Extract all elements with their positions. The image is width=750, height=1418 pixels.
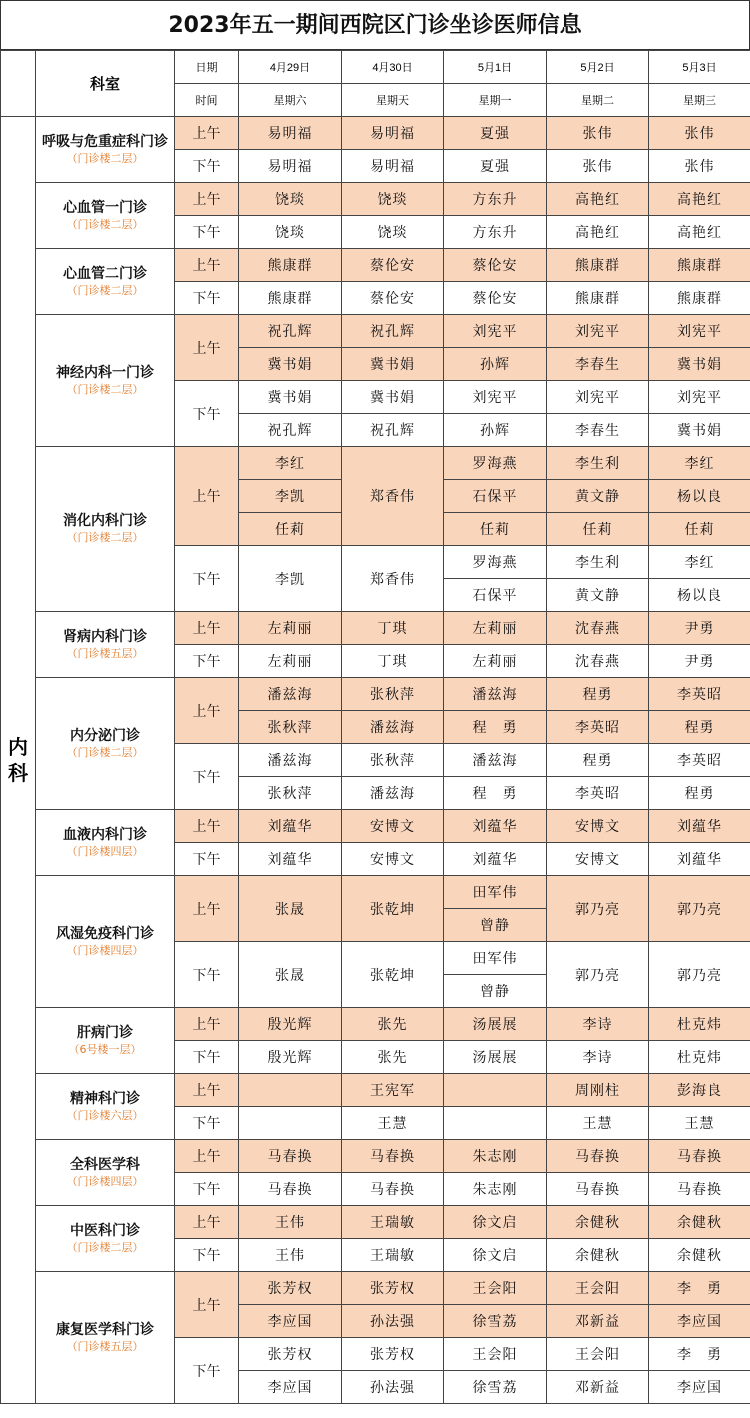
pm-period-label: 下午	[175, 843, 239, 876]
pm-period-label: 下午	[175, 1041, 239, 1074]
am-period-label: 上午	[175, 183, 239, 216]
doctor-cell: 曾静	[444, 909, 547, 942]
doctor-cell: 程勇	[649, 711, 750, 744]
doctor-cell: 李生利	[547, 546, 649, 579]
date-cell: 4月30日	[342, 51, 444, 84]
pm-period-label: 下午	[175, 150, 239, 183]
doctor-cell: 刘蕴华	[239, 843, 342, 876]
am-period-label: 上午	[175, 612, 239, 645]
doctor-cell: 郑香伟	[342, 447, 444, 546]
doctor-cell: 蔡伦安	[444, 249, 547, 282]
doctor-cell: 易明福	[342, 117, 444, 150]
doctor-cell: 朱志刚	[444, 1173, 547, 1206]
doctor-cell: 祝孔辉	[239, 315, 342, 348]
doctor-cell: 马春换	[239, 1173, 342, 1206]
doctor-cell: 蔡伦安	[342, 282, 444, 315]
pm-period-label: 下午	[175, 942, 239, 1008]
doctor-cell: 李红	[649, 447, 750, 480]
doctor-cell: 王慧	[649, 1107, 750, 1140]
doctor-cell: 张伟	[649, 150, 750, 183]
pm-period-label: 下午	[175, 1239, 239, 1272]
doctor-cell: 安博文	[547, 810, 649, 843]
doctor-cell: 余健秋	[649, 1239, 750, 1272]
am-period-label: 上午	[175, 1008, 239, 1041]
doctor-cell: 冀书娟	[649, 414, 750, 447]
doctor-cell: 程 勇	[444, 711, 547, 744]
doctor-cell: 张晟	[239, 942, 342, 1008]
am-period-label: 上午	[175, 1140, 239, 1173]
doctor-cell: 李春生	[547, 348, 649, 381]
dept-location: （门诊楼二层）	[66, 283, 144, 297]
dept-location: （门诊楼二层）	[66, 531, 144, 544]
doctor-cell: 蔡伦安	[444, 282, 547, 315]
doctor-cell: 李应国	[239, 1371, 342, 1404]
doctor-cell: 王伟	[239, 1239, 342, 1272]
dept-cell	[36, 183, 175, 249]
doctor-cell: 冀书娟	[649, 348, 750, 381]
doctor-cell: 张秋萍	[239, 777, 342, 810]
doctor-cell: 易明福	[239, 117, 342, 150]
doctor-cell: 程勇	[649, 777, 750, 810]
doctor-cell: 王会阳	[547, 1338, 649, 1371]
pm-period-label: 下午	[175, 546, 239, 612]
doctor-cell: 孙法强	[342, 1371, 444, 1404]
doctor-cell: 彭海良	[649, 1074, 750, 1107]
doctor-cell: 郑香伟	[342, 546, 444, 612]
doctor-cell: 方东升	[444, 216, 547, 249]
doctor-cell: 熊康群	[547, 249, 649, 282]
doctor-cell: 夏强	[444, 117, 547, 150]
doctor-cell: 潘兹海	[444, 744, 547, 777]
dept-location: （门诊楼五层）	[66, 1339, 144, 1353]
pm-period-label: 下午	[175, 381, 239, 447]
doctor-cell: 潘兹海	[239, 678, 342, 711]
am-period-label: 上午	[175, 1074, 239, 1107]
doctor-cell: 王伟	[239, 1206, 342, 1239]
doctor-cell: 程 勇	[444, 777, 547, 810]
doctor-cell: 余健秋	[547, 1239, 649, 1272]
doctor-cell: 饶琰	[342, 216, 444, 249]
doctor-cell: 任莉	[649, 513, 750, 546]
doctor-cell: 邓新益	[547, 1371, 649, 1404]
am-period-label: 上午	[175, 1206, 239, 1239]
doctor-cell	[239, 1107, 342, 1140]
doctor-cell: 李红	[649, 546, 750, 579]
doctor-cell: 刘蕴华	[239, 810, 342, 843]
dept-location: （门诊楼二层）	[66, 745, 144, 759]
page-title: 2023年五一期间西院区门诊坐诊医师信息	[0, 0, 750, 50]
doctor-cell: 高艳红	[547, 183, 649, 216]
doctor-cell: 熊康群	[649, 249, 750, 282]
dept-cell	[36, 315, 175, 447]
doctor-cell: 黄文静	[547, 579, 649, 612]
doctor-cell: 李应国	[649, 1371, 750, 1404]
doctor-cell: 汤展展	[444, 1008, 547, 1041]
weekday-cell: 星期二	[547, 84, 649, 117]
doctor-cell: 张伟	[547, 150, 649, 183]
doctor-cell: 祝孔辉	[239, 414, 342, 447]
doctor-cell: 徐文启	[444, 1206, 547, 1239]
weekday-cell: 星期六	[239, 84, 342, 117]
doctor-cell: 丁琪	[342, 612, 444, 645]
doctor-cell: 张芳权	[239, 1338, 342, 1371]
doctor-cell: 刘蕴华	[649, 843, 750, 876]
doctor-cell: 张伟	[649, 117, 750, 150]
doctor-cell: 易明福	[239, 150, 342, 183]
doctor-cell: 程勇	[547, 678, 649, 711]
dept-cell	[36, 876, 175, 1008]
dept-name: 全科医学科	[70, 1156, 140, 1173]
dept-name: 精神科门诊	[70, 1090, 140, 1107]
time-header: 时间	[175, 84, 239, 117]
schedule-table	[0, 50, 750, 1404]
dept-name: 风湿免疫科门诊	[56, 925, 154, 942]
dept-name: 心血管一门诊	[63, 199, 147, 216]
dept-cell	[36, 1140, 175, 1206]
doctor-cell: 冀书娟	[342, 381, 444, 414]
dept-name: 呼吸与危重症科门诊	[42, 133, 168, 150]
doctor-cell: 马春换	[342, 1173, 444, 1206]
doctor-cell: 方东升	[444, 183, 547, 216]
dept-location: （门诊楼六层）	[66, 1108, 144, 1122]
dept-cell	[36, 1206, 175, 1272]
dept-cell	[36, 447, 175, 612]
pm-period-label: 下午	[175, 645, 239, 678]
am-period-label: 上午	[175, 810, 239, 843]
doctor-cell: 曾静	[444, 975, 547, 1008]
date-header: 日期	[175, 51, 239, 84]
doctor-cell: 王瑞敏	[342, 1239, 444, 1272]
doctor-cell: 程勇	[547, 744, 649, 777]
doctor-cell: 马春换	[239, 1140, 342, 1173]
am-period-label: 上午	[175, 315, 239, 381]
corner-cell	[1, 51, 36, 117]
doctor-cell: 高艳红	[649, 183, 750, 216]
am-period-label: 上午	[175, 876, 239, 942]
am-period-label: 上午	[175, 249, 239, 282]
doctor-cell: 王慧	[547, 1107, 649, 1140]
pm-period-label: 下午	[175, 1107, 239, 1140]
doctor-cell: 马春换	[649, 1140, 750, 1173]
am-period-label: 上午	[175, 1272, 239, 1338]
doctor-cell: 徐文启	[444, 1239, 547, 1272]
dept-location: （门诊楼二层）	[66, 217, 144, 231]
doctor-cell: 殷光辉	[239, 1008, 342, 1041]
dept-location: （门诊楼二层）	[66, 1240, 144, 1254]
doctor-cell: 汤展展	[444, 1041, 547, 1074]
dept-location: （门诊楼四层）	[66, 943, 144, 957]
pm-period-label: 下午	[175, 744, 239, 810]
date-cell: 5月1日	[444, 51, 547, 84]
doctor-cell: 杜克炜	[649, 1041, 750, 1074]
dept-cell	[36, 1008, 175, 1074]
doctor-cell: 李应国	[239, 1305, 342, 1338]
doctor-cell: 刘宪平	[444, 381, 547, 414]
weekday-cell: 星期三	[649, 84, 750, 117]
weekday-cell: 星期一	[444, 84, 547, 117]
dept-location: （门诊楼二层）	[66, 382, 144, 396]
doctor-cell: 杨以良	[649, 480, 750, 513]
doctor-cell: 张先	[342, 1008, 444, 1041]
doctor-cell: 马春换	[547, 1173, 649, 1206]
date-cell: 5月3日	[649, 51, 750, 84]
doctor-cell: 饶琰	[342, 183, 444, 216]
doctor-cell: 李应国	[649, 1305, 750, 1338]
doctor-cell: 刘宪平	[547, 315, 649, 348]
doctor-cell: 张伟	[547, 117, 649, 150]
dept-location: （门诊楼五层）	[66, 646, 144, 660]
doctor-cell: 郭乃亮	[649, 942, 750, 1008]
doctor-cell: 刘宪平	[649, 381, 750, 414]
doctor-cell: 任莉	[444, 513, 547, 546]
pm-period-label: 下午	[175, 282, 239, 315]
doctor-cell: 余健秋	[547, 1206, 649, 1239]
doctor-cell: 潘兹海	[444, 678, 547, 711]
dept-name: 心血管二门诊	[63, 265, 147, 282]
doctor-cell: 李诗	[547, 1008, 649, 1041]
doctor-cell: 潘兹海	[342, 711, 444, 744]
doctor-cell: 黄文静	[547, 480, 649, 513]
doctor-cell: 李英昭	[547, 777, 649, 810]
doctor-cell: 潘兹海	[342, 777, 444, 810]
doctor-cell: 杜克炜	[649, 1008, 750, 1041]
doctor-cell: 熊康群	[547, 282, 649, 315]
doctor-cell: 熊康群	[239, 282, 342, 315]
dept-name: 消化内科门诊	[63, 513, 147, 529]
doctor-cell: 刘蕴华	[649, 810, 750, 843]
doctor-cell: 任莉	[547, 513, 649, 546]
doctor-cell: 夏强	[444, 150, 547, 183]
dept-location: （6号楼一层）	[68, 1042, 142, 1056]
doctor-cell: 刘蕴华	[444, 843, 547, 876]
doctor-cell: 孙辉	[444, 348, 547, 381]
doctor-cell: 熊康群	[239, 249, 342, 282]
doctor-cell: 王会阳	[547, 1272, 649, 1305]
doctor-cell: 徐雪荔	[444, 1371, 547, 1404]
dept-cell	[36, 117, 175, 183]
doctor-cell: 马春换	[547, 1140, 649, 1173]
doctor-cell	[239, 1074, 342, 1107]
doctor-cell: 蔡伦安	[342, 249, 444, 282]
doctor-cell: 李 勇	[649, 1338, 750, 1371]
doctor-cell: 郭乃亮	[649, 876, 750, 942]
pm-period-label: 下午	[175, 1338, 239, 1404]
am-period-label: 上午	[175, 678, 239, 744]
doctor-cell: 郭乃亮	[547, 876, 649, 942]
doctor-cell: 冀书娟	[342, 348, 444, 381]
doctor-cell: 王瑞敏	[342, 1206, 444, 1239]
doctor-cell: 邓新益	[547, 1305, 649, 1338]
dept-location: （门诊楼二层）	[66, 151, 144, 165]
doctor-cell: 高艳红	[649, 216, 750, 249]
doctor-cell: 王会阳	[444, 1338, 547, 1371]
doctor-cell: 易明福	[342, 150, 444, 183]
doctor-cell: 李英昭	[649, 678, 750, 711]
doctor-cell: 李诗	[547, 1041, 649, 1074]
doctor-cell: 余健秋	[649, 1206, 750, 1239]
doctor-cell: 饶琰	[239, 183, 342, 216]
dept-name: 中医科门诊	[70, 1222, 140, 1239]
am-period-label: 上午	[175, 117, 239, 150]
dept-cell	[36, 810, 175, 876]
doctor-cell: 祝孔辉	[342, 315, 444, 348]
dept-header: 科室	[36, 51, 175, 117]
doctor-cell: 尹勇	[649, 612, 750, 645]
doctor-cell: 罗海燕	[444, 447, 547, 480]
doctor-cell	[444, 1074, 547, 1107]
doctor-cell: 安博文	[342, 843, 444, 876]
doctor-cell: 石保平	[444, 579, 547, 612]
doctor-cell: 马春换	[342, 1140, 444, 1173]
pm-period-label: 下午	[175, 216, 239, 249]
doctor-cell: 张先	[342, 1041, 444, 1074]
doctor-cell: 刘蕴华	[444, 810, 547, 843]
doctor-cell: 李红	[239, 447, 342, 480]
dept-name: 神经内科一门诊	[56, 364, 154, 381]
category-cell: 内 科	[1, 117, 36, 1404]
doctor-cell: 朱志刚	[444, 1140, 547, 1173]
date-cell: 5月2日	[547, 51, 649, 84]
doctor-cell: 祝孔辉	[342, 414, 444, 447]
dept-name: 血液内科门诊	[63, 826, 147, 843]
doctor-cell: 孙辉	[444, 414, 547, 447]
doctor-cell: 张秋萍	[239, 711, 342, 744]
dept-name: 康复医学科门诊	[56, 1321, 154, 1338]
doctor-cell: 刘宪平	[649, 315, 750, 348]
doctor-cell: 王会阳	[444, 1272, 547, 1305]
doctor-cell: 李 勇	[649, 1272, 750, 1305]
dept-cell	[36, 249, 175, 315]
doctor-cell: 刘宪平	[444, 315, 547, 348]
dept-name: 肾病内科门诊	[63, 628, 147, 645]
doctor-cell: 李凯	[239, 480, 342, 513]
doctor-cell: 尹勇	[649, 645, 750, 678]
doctor-cell: 殷光辉	[239, 1041, 342, 1074]
doctor-cell: 张芳权	[342, 1272, 444, 1305]
doctor-cell: 郭乃亮	[547, 942, 649, 1008]
doctor-cell: 李英昭	[649, 744, 750, 777]
dept-location: （门诊楼四层）	[66, 844, 144, 858]
doctor-cell: 徐雪荔	[444, 1305, 547, 1338]
doctor-cell: 潘兹海	[239, 744, 342, 777]
doctor-cell: 沈春燕	[547, 645, 649, 678]
am-period-label: 上午	[175, 447, 239, 546]
doctor-cell: 张芳权	[342, 1338, 444, 1371]
dept-location: （门诊楼四层）	[66, 1174, 144, 1188]
doctor-cell	[444, 1107, 547, 1140]
doctor-cell: 田军伟	[444, 942, 547, 975]
doctor-cell: 安博文	[342, 810, 444, 843]
doctor-cell: 张乾坤	[342, 942, 444, 1008]
doctor-cell: 左莉丽	[239, 612, 342, 645]
doctor-cell: 孙法强	[342, 1305, 444, 1338]
pm-period-label: 下午	[175, 1173, 239, 1206]
weekday-cell: 星期天	[342, 84, 444, 117]
doctor-cell: 张乾坤	[342, 876, 444, 942]
doctor-cell: 左莉丽	[444, 645, 547, 678]
doctor-cell: 王宪军	[342, 1074, 444, 1107]
date-cell: 4月29日	[239, 51, 342, 84]
dept-name: 内分泌门诊	[70, 727, 140, 744]
doctor-cell: 田军伟	[444, 876, 547, 909]
doctor-cell: 张秋萍	[342, 678, 444, 711]
doctor-cell: 张秋萍	[342, 744, 444, 777]
doctor-cell: 丁琪	[342, 645, 444, 678]
doctor-cell: 高艳红	[547, 216, 649, 249]
doctor-cell: 李英昭	[547, 711, 649, 744]
dept-cell	[36, 1272, 175, 1404]
dept-cell	[36, 612, 175, 678]
doctor-cell: 沈春燕	[547, 612, 649, 645]
doctor-cell: 刘宪平	[547, 381, 649, 414]
doctor-cell: 石保平	[444, 480, 547, 513]
dept-cell	[36, 678, 175, 810]
doctor-cell: 王慧	[342, 1107, 444, 1140]
doctor-cell: 张晟	[239, 876, 342, 942]
doctor-cell: 李春生	[547, 414, 649, 447]
doctor-cell: 李凯	[239, 546, 342, 612]
doctor-cell: 杨以良	[649, 579, 750, 612]
doctor-cell: 冀书娟	[239, 348, 342, 381]
doctor-cell: 周刚柱	[547, 1074, 649, 1107]
doctor-cell: 左莉丽	[239, 645, 342, 678]
doctor-cell: 饶琰	[239, 216, 342, 249]
doctor-cell: 安博文	[547, 843, 649, 876]
doctor-cell: 任莉	[239, 513, 342, 546]
doctor-cell: 左莉丽	[444, 612, 547, 645]
doctor-cell: 熊康群	[649, 282, 750, 315]
dept-name: 肝病门诊	[77, 1024, 133, 1041]
doctor-cell: 罗海燕	[444, 546, 547, 579]
doctor-cell: 李生利	[547, 447, 649, 480]
doctor-cell: 马春换	[649, 1173, 750, 1206]
doctor-cell: 张芳权	[239, 1272, 342, 1305]
doctor-cell: 冀书娟	[239, 381, 342, 414]
dept-cell	[36, 1074, 175, 1140]
